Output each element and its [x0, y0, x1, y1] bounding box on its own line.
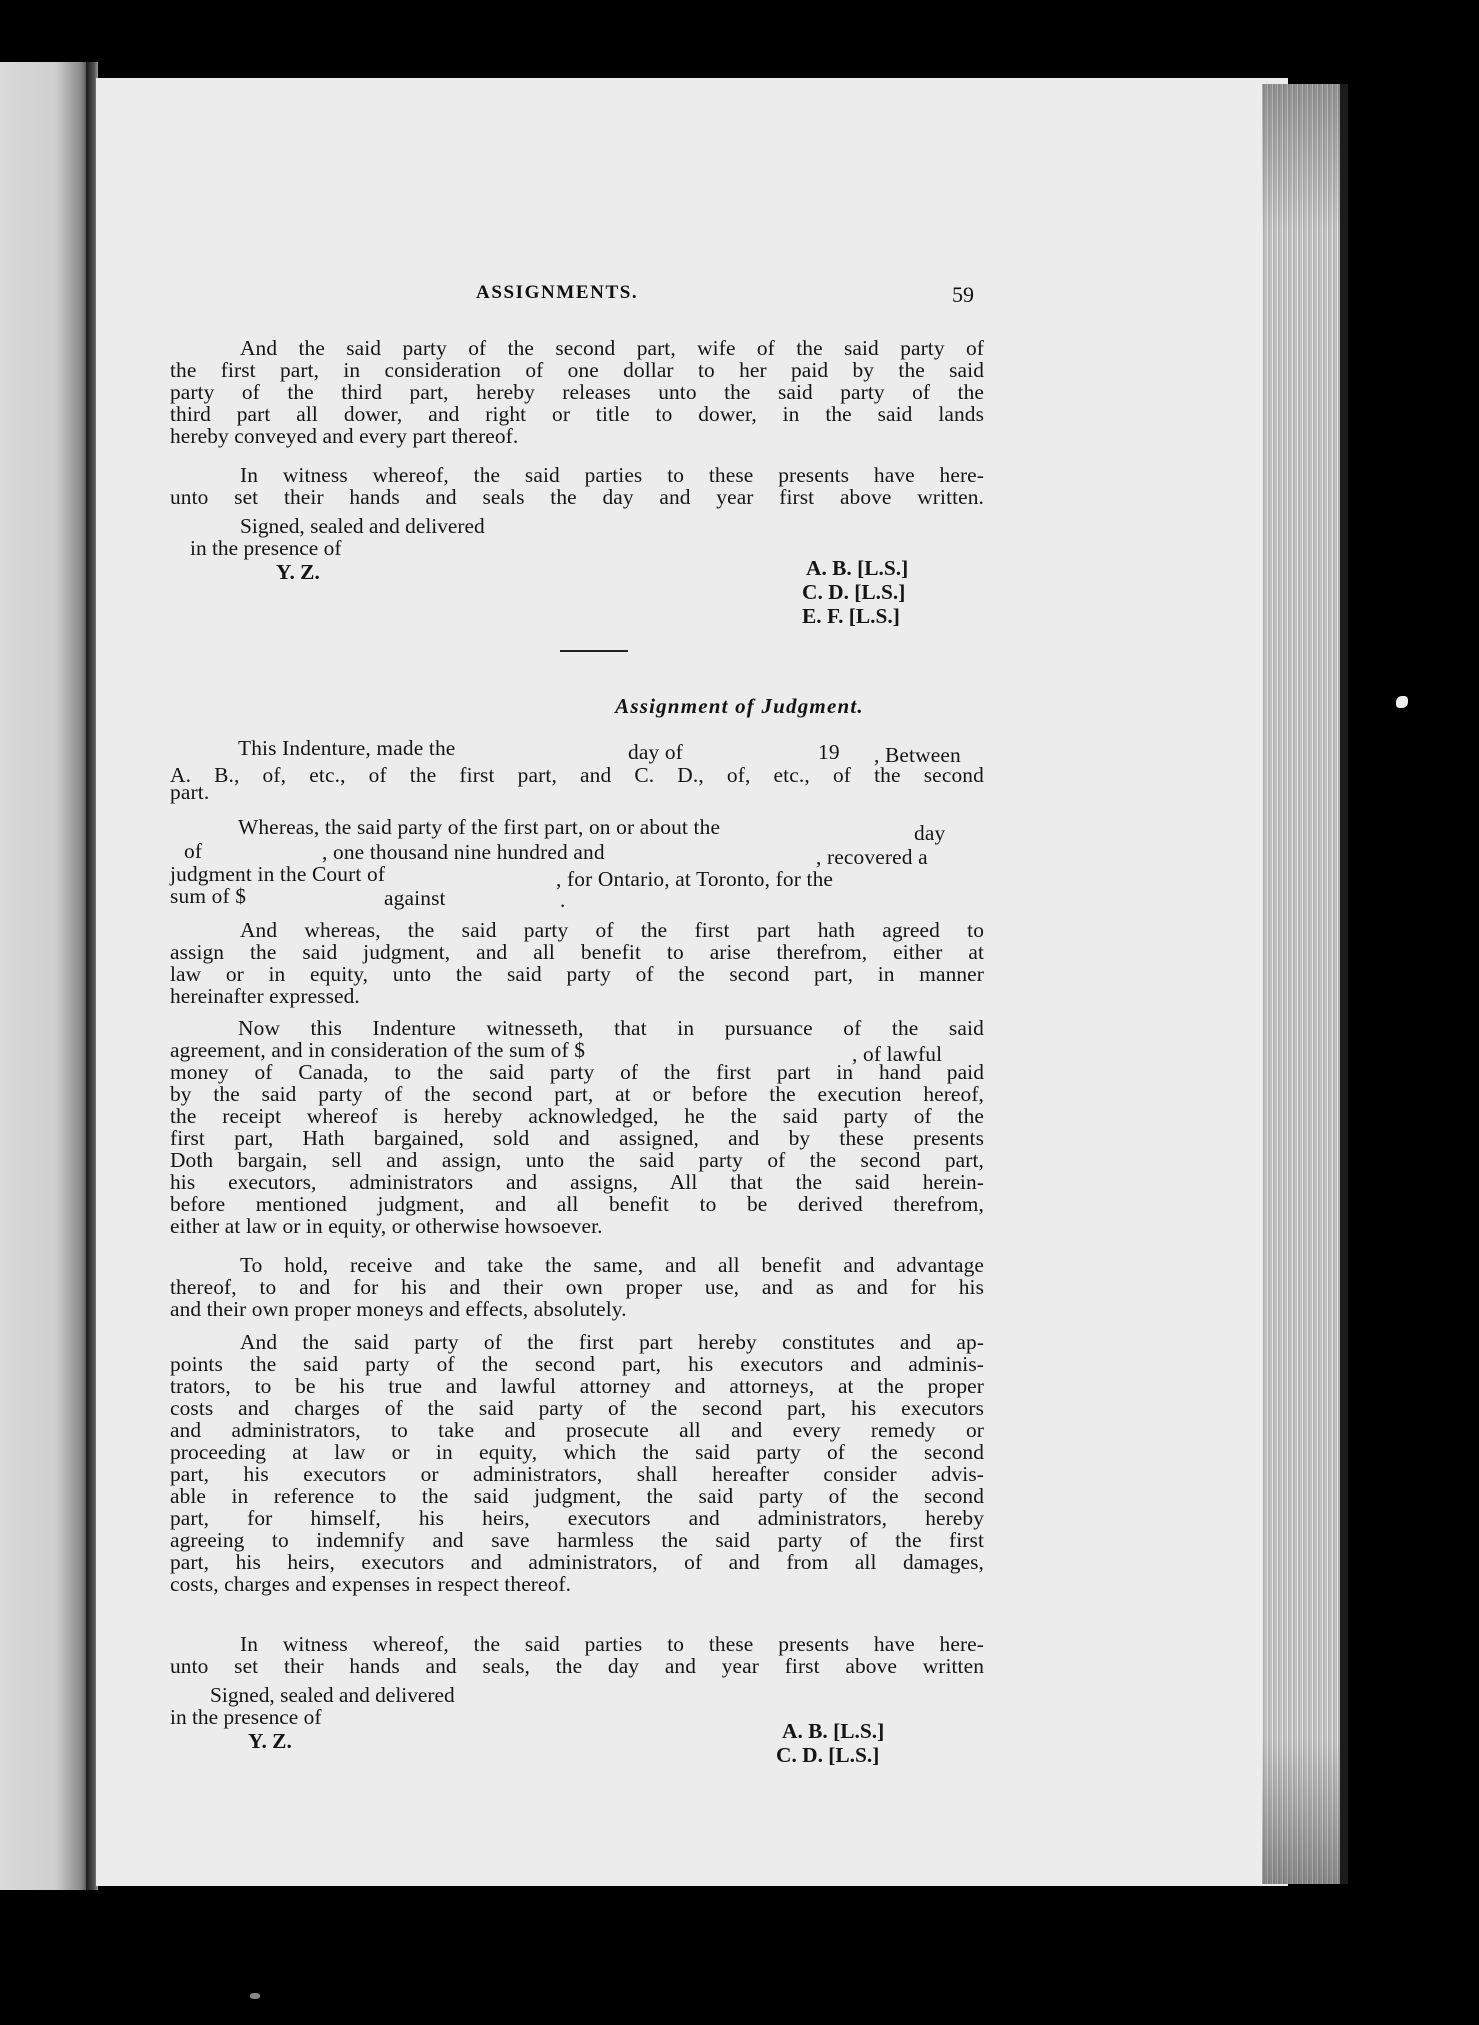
text-line: And the said party of the first part hereby constitutes and ap-	[240, 1330, 984, 1354]
signatory-2: C. D. [L.S.]	[802, 580, 906, 604]
whereas-line3-a: judgment in the Court of	[170, 862, 386, 886]
whereas-line4-a: sum of $	[170, 884, 247, 908]
text-line: trators, to be his true and lawful attorney and attorneys, at the proper	[170, 1374, 984, 1398]
text-line: hereinafter expressed.	[170, 984, 360, 1008]
text-line: assign the said judgment, and all benefit to arise therefrom, either at	[170, 940, 984, 964]
signatory-3: E. F. [L.S.]	[802, 604, 900, 628]
text-line: unto set their hands and seals, the day and year first above written	[170, 1654, 984, 1678]
page-number: 59	[952, 282, 974, 307]
text-line: part, his heirs, executors and administrators, of and from all damages,	[170, 1550, 984, 1574]
text-line: and administrators, to take and prosecute all and every remedy or	[170, 1418, 984, 1442]
text-line: agreeing to indemnify and save harmless the said party of the first	[170, 1528, 984, 1552]
closing-witness-paragraph	[170, 1633, 984, 1677]
text-line: third part all dower, and right or title to dower, in the said lands	[170, 402, 984, 426]
text-line: the first part, in consideration of one dollar to her paid by the said	[170, 358, 984, 382]
habendum-paragraph	[170, 1254, 984, 1320]
indenture-parties-line: A. B., of, etc., of the first part, and C. D., of, etc., of the second	[170, 763, 984, 787]
text-line: points the said party of the second part, his executors and adminis-	[170, 1352, 984, 1376]
indenture-line-part2: day of	[628, 740, 683, 764]
signatory-1: A. B. [L.S.]	[782, 1719, 885, 1743]
witnesseth-line2-a: agreement, and in consideration of the sum of $	[170, 1038, 586, 1062]
whereas-line4-b: against	[384, 886, 446, 910]
indenture-line-part3: 19	[818, 740, 840, 764]
witnesseth-paragraph	[170, 1061, 984, 1237]
presence-line: in the presence of	[190, 536, 342, 560]
adjacent-page-edge	[0, 62, 92, 1890]
text-line: To hold, receive and take the same, and all benefit and advantage	[240, 1253, 984, 1277]
text-line: Doth bargain, sell and assign, unto the said party of the second part,	[170, 1148, 984, 1172]
indenture-part-line: part.	[170, 780, 210, 804]
signatory-2: C. D. [L.S.]	[776, 1743, 880, 1767]
witness-initials: Y. Z.	[276, 560, 320, 584]
text-line: the receipt whereof is hereby acknowledged, he the said party of the	[170, 1104, 984, 1128]
section-title: Assignment of Judgment.	[615, 694, 864, 718]
text-line: party of the third part, hereby releases unto the said party of the	[170, 380, 984, 404]
text-line: hereby conveyed and every part thereof.	[170, 424, 519, 448]
text-line: proceeding at law or in equity, which the said party of the second	[170, 1440, 984, 1464]
section-divider	[560, 650, 628, 652]
text-line: And the said party of the second part, wife of the said party of	[240, 336, 984, 360]
text-line: unto set their hands and seals the day and year first above written.	[170, 485, 984, 509]
release-of-dower-paragraph	[170, 337, 984, 447]
text-line: able in reference to the said judgment, the said party of the second	[170, 1484, 984, 1508]
text-line: either at law or in equity, or otherwise howsoever.	[170, 1214, 603, 1238]
witness-paragraph	[170, 464, 984, 508]
running-title: ASSIGNMENTS.	[476, 282, 639, 303]
page-stack-shade	[1262, 84, 1342, 1884]
witness-initials: Y. Z.	[248, 1729, 292, 1753]
witnesseth-line1: Now this Indenture witnesseth, that in pursuance of the said	[238, 1016, 984, 1040]
text-line: by the said party of the second part, at or before the execution hereof,	[170, 1082, 984, 1106]
scan-speck	[250, 1993, 260, 1999]
whereas-line1-b: day	[914, 821, 946, 845]
text-line: part, his executors or administrators, shall hereafter consider advis-	[170, 1462, 984, 1486]
presence-line: in the presence of	[170, 1705, 322, 1729]
whereas-line3-b: , for Ontario, at Toronto, for the	[556, 867, 834, 891]
indenture-line-part1: This Indenture, made the	[238, 736, 456, 760]
text-line: In witness whereof, the said parties to these presents have here-	[240, 463, 984, 487]
text-line: money of Canada, to the said party of the first part in hand paid	[170, 1060, 984, 1084]
signatory-1: A. B. [L.S.]	[806, 556, 909, 580]
signed-sealed-line: Signed, sealed and delivered	[210, 1683, 455, 1707]
whereas-line2-a: of	[184, 839, 203, 863]
text-line: thereof, to and for his and their own proper use, and as and for his	[170, 1275, 984, 1299]
signed-sealed-line: Signed, sealed and delivered	[240, 514, 485, 538]
text-line: part, for himself, his heirs, executors and administrators, hereby	[170, 1506, 984, 1530]
text-line: and their own proper moneys and effects, absolutely.	[170, 1297, 627, 1321]
indenture-line-part4: , Between	[874, 743, 961, 767]
whereas-line4-c: .	[560, 888, 566, 912]
text-line: his executors, administrators and assigns, All that the said herein-	[170, 1170, 984, 1194]
and-whereas-paragraph	[170, 919, 984, 1007]
whereas-line2-b: , one thousand nine hundred and	[322, 840, 605, 864]
text-line: before mentioned judgment, and all benefit to be derived therefrom,	[170, 1192, 984, 1216]
attorney-paragraph	[170, 1331, 984, 1595]
text-line: costs and charges of the said party of the second part, his executors	[170, 1396, 984, 1420]
text-line: law or in equity, unto the said party of the second part, in manner	[170, 962, 984, 986]
whereas-line2-c: , recovered a	[816, 845, 928, 869]
witnesseth-line2-b: , of lawful	[852, 1042, 943, 1066]
whereas-line1-a: Whereas, the said party of the first part, on or about the	[238, 815, 721, 839]
text-line: And whereas, the said party of the first part hath agreed to	[240, 918, 984, 942]
page-stack-border	[1340, 84, 1348, 1884]
text-line: In witness whereof, the said parties to these presents have here-	[240, 1632, 984, 1656]
text-line: first part, Hath bargained, sold and assigned, and by these presents	[170, 1126, 984, 1150]
text-line: costs, charges and expenses in respect thereof.	[170, 1572, 572, 1596]
